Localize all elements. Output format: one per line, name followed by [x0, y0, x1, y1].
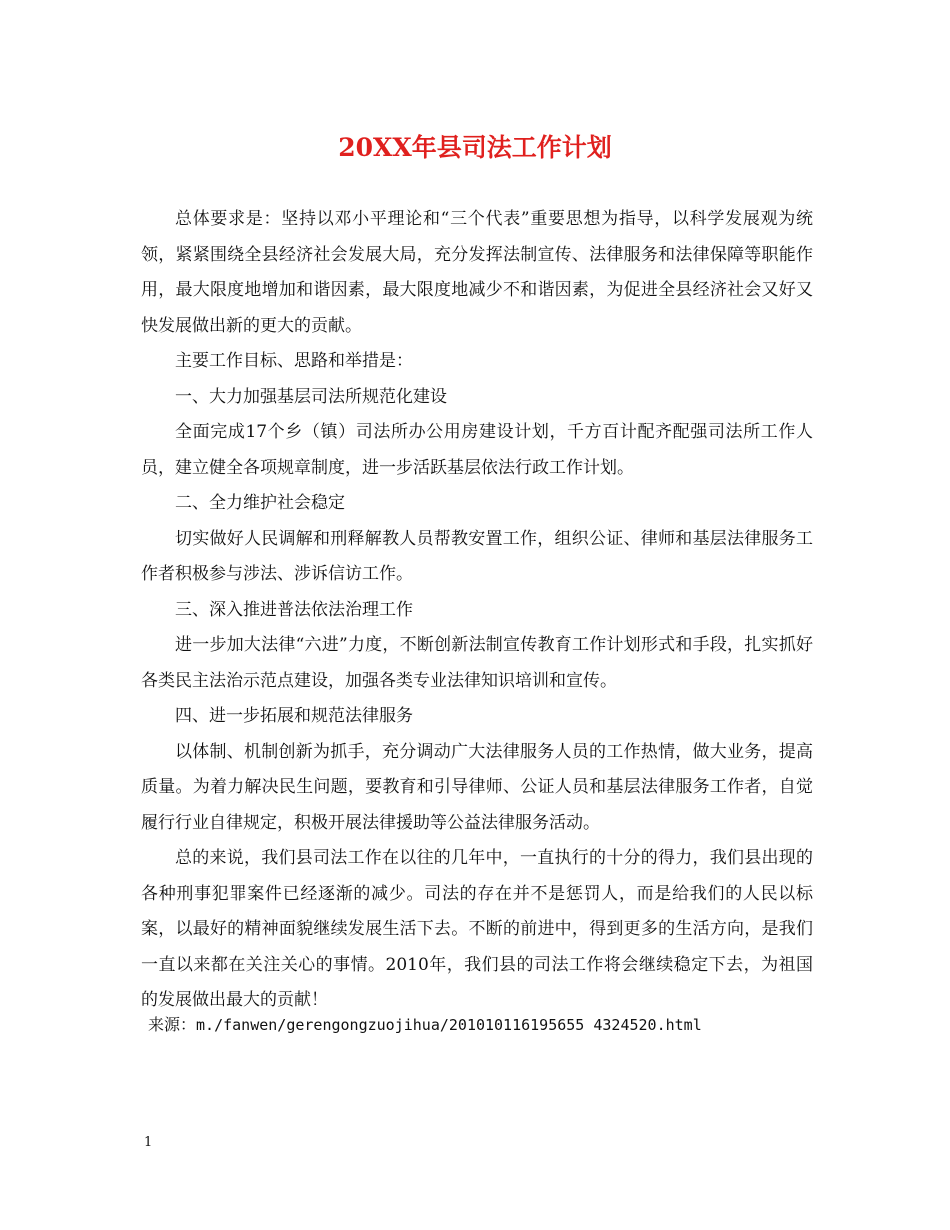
section-heading-3: 三、深入推进普法依法治理工作 — [175, 599, 413, 620]
document-body — [141, 202, 813, 1019]
source-line — [148, 1013, 702, 1037]
paragraph-summary: 总的来说，我们县司法工作在以往的几年中，一直执行的十分的得力，我们县出现的各种刑事犯罪案件已经逐渐的减少。司法的存在并不是惩罚人，而是给我们的人民以标案，以最好的精神面貌继续发展生活下去。不断的前进中，得到更多的生活方向，是我们一直以来都在关注关心的事情。2010年，我们县的司法工作将会继续稳定下去，为祖国的发展做出最大的贡献！ — [141, 848, 813, 1010]
document-title: 20XX年县司法工作计划 — [338, 133, 612, 162]
page-number: 1 — [144, 1135, 153, 1150]
paragraph-overall-requirements: 总体要求是：坚持以邓小平理论和“三个代表”重要思想为指导，以科学发展观为统领，紧紧围绕全县经济社会发展大局，充分发挥法制宣传、法律服务和法律保障等职能作用，最大限度地增加和谐因素，最大限度地减少不和谐因素，为促进全县经济社会又好又快发展做出新的更大的贡献。 — [141, 209, 813, 336]
paragraph-section-2: 切实做好人民调解和刑释解教人员帮教安置工作，组织公证、律师和基层法律服务工作者积极参与涉法、涉诉信访工作。 — [141, 528, 813, 584]
section-heading-4: 四、进一步拓展和规范法律服务 — [175, 706, 413, 726]
source-url: m./fanwen/gerengongzuojihua/201010116195655 4324520.html — [196, 1016, 702, 1034]
section-heading-2: 二、全力维护社会稳定 — [175, 493, 345, 513]
paragraph-section-4: 以体制、机制创新为抓手，充分调动广大法律服务人员的工作热情，做大业务，提高质量。为着力解决民生问题，要教育和引导律师、公证人员和基层法律服务工作者，自觉履行行业自律规定，积极开展法律援助等公益法律服务活动。 — [141, 741, 813, 833]
paragraph-main-goals: 主要工作目标、思路和举措是： — [175, 351, 413, 371]
paragraph-section-1: 全面完成17个乡（镇）司法所办公用房建设计划，千方百计配齐配强司法所工作人员，建立健全各项规章制度，进一步活跃基层依法行政工作计划。 — [141, 422, 813, 478]
section-heading-1: 一、大力加强基层司法所规范化建设 — [175, 386, 447, 407]
source-label: 来源： — [148, 1015, 197, 1034]
paragraph-section-3: 进一步加大法律“六进”力度，不断创新法制宣传教育工作计划形式和手段，扎实抓好各类民主法治示范点建设，加强各类专业法律知识培训和宣传。 — [141, 635, 813, 691]
